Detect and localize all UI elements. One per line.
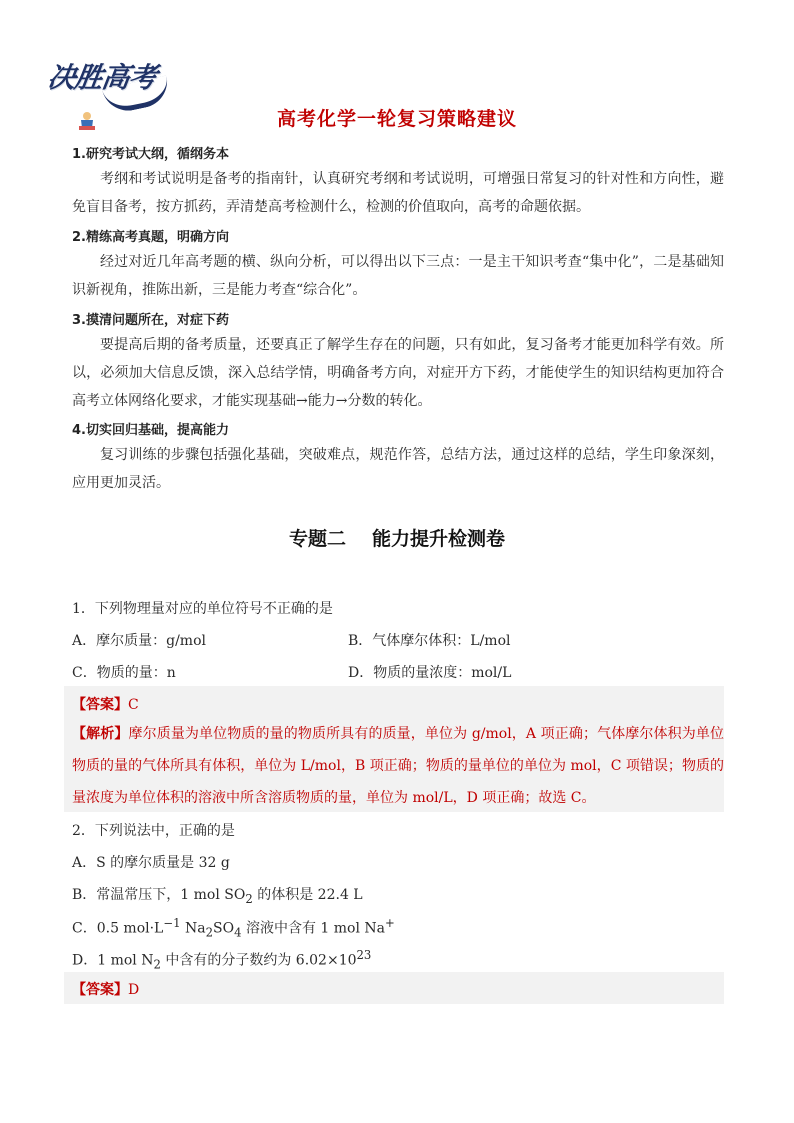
logo-text: 决胜高考 [45, 61, 159, 94]
question-1-explanation [72, 718, 724, 814]
question-1-stem: 1．下列物理量对应的单位符号不正确的是 [72, 601, 333, 617]
section-heading-1: 1.研究考试大纲，循纲务本 [72, 147, 229, 162]
question-2-answer [72, 979, 139, 999]
exam-title [0, 524, 794, 551]
question-2-option-c [72, 916, 395, 939]
option-c-text-mid2: SO [213, 920, 235, 937]
answer-value: C [128, 697, 139, 713]
option-c-superscript: −1 [163, 916, 181, 930]
section-heading-3: 3.摸清问题所在，对症下药 [72, 313, 229, 328]
option-c-text: C．0.5 mol·L [72, 920, 164, 937]
question-2-stem: 2．下列说法中，正确的是 [72, 823, 235, 839]
question-2-option-d [72, 948, 371, 971]
page-title: 高考化学一轮复习策略建议 [276, 108, 517, 130]
section-body-3: 要提高后期的备考质量，还要真正了解学生存在的问题，只有如此，复习备考才能更加科学有效。所以，必须加大信息反馈，深入总结学情，明确备考方向，对症开方下药，才能使学生的知识结构更加符合高考立体网络化要求，才能实现基础→能力→分数的转化。 [72, 337, 724, 409]
option-b-subscript: 2 [245, 891, 253, 906]
section-body-2: 经过对近几年高考题的横、纵向分析，可以得出以下三点：一是主干知识考查“集中化”，二是基础知识新视角，推陈出新，三是能力考查“综合化”。 [72, 254, 724, 298]
question-1-answer-block [64, 686, 724, 812]
question-2-option-a: A．S 的摩尔质量是 32 g [72, 855, 230, 871]
option-c-subscript-2: 4 [234, 925, 242, 940]
explanation-tag: 【解析】 [72, 726, 129, 742]
question-1-answer [72, 694, 139, 714]
option-c-text-mid: Na [180, 920, 206, 937]
exam-title-name: 能力提升检测卷 [372, 528, 506, 550]
section-heading-2: 2.精练高考真题，明确方向 [72, 230, 229, 245]
option-c-superscript-2: + [385, 916, 395, 930]
option-b-text: B．常温常压下，1 mol SO [72, 887, 246, 903]
question-1-option-b: B．气体摩尔体积：L/mol [348, 633, 511, 649]
option-d-superscript: 23 [356, 948, 372, 962]
option-d-text-mid: 中含有的分子数约为 6.02×10 [160, 952, 357, 969]
option-d-text: D．1 mol N [72, 952, 154, 969]
section-heading-4: 4.切实回归基础，提高能力 [72, 423, 229, 438]
answer-tag: 【答案】 [72, 982, 128, 998]
question-1-option-d: D．物质的量浓度：mol/L [348, 665, 512, 681]
section-body-4: 复习训练的步骤包括强化基础，突破难点，规范作答，总结方法，通过这样的总结，学生印象深刻，应用更加灵活。 [72, 447, 724, 491]
question-2-option-b [72, 884, 363, 906]
explanation-text: 摩尔质量为单位物质的量的物质所具有的质量，单位为 g/mol，A 项正确；气体摩尔体积为单位物质的量的气体所具有体积，单位为 L/mol，B 项正确；物质的量单位的单位为 mol，C 项错误；物质的量浓度为单位体积的溶液中所含溶质物质的量，单位为 mol/L，D 项正确；故选 C。 [72, 726, 724, 806]
option-c-text-end: 溶液中含有 1 mol Na [241, 920, 386, 937]
option-c-subscript-1: 2 [205, 925, 214, 940]
answer-tag: 【答案】 [72, 697, 128, 713]
option-d-subscript: 2 [153, 957, 161, 972]
section-body-1: 考纲和考试说明是备考的指南针，认真研究考纲和考试说明，可增强日常复习的针对性和方向性，避免盲目备考，按方抓药，弄清楚高考检测什么，检测的价值取向，高考的命题依据。 [72, 171, 724, 215]
question-1-option-c: C．物质的量：n [72, 665, 176, 681]
question-1-option-a: A．摩尔质量：g/mol [72, 633, 206, 649]
question-2-answer-block [64, 972, 724, 1004]
answer-value: D [128, 982, 140, 998]
option-b-text-end: 的体积是 22.4 L [252, 887, 363, 903]
exam-title-topic: 专题二 [288, 528, 346, 550]
